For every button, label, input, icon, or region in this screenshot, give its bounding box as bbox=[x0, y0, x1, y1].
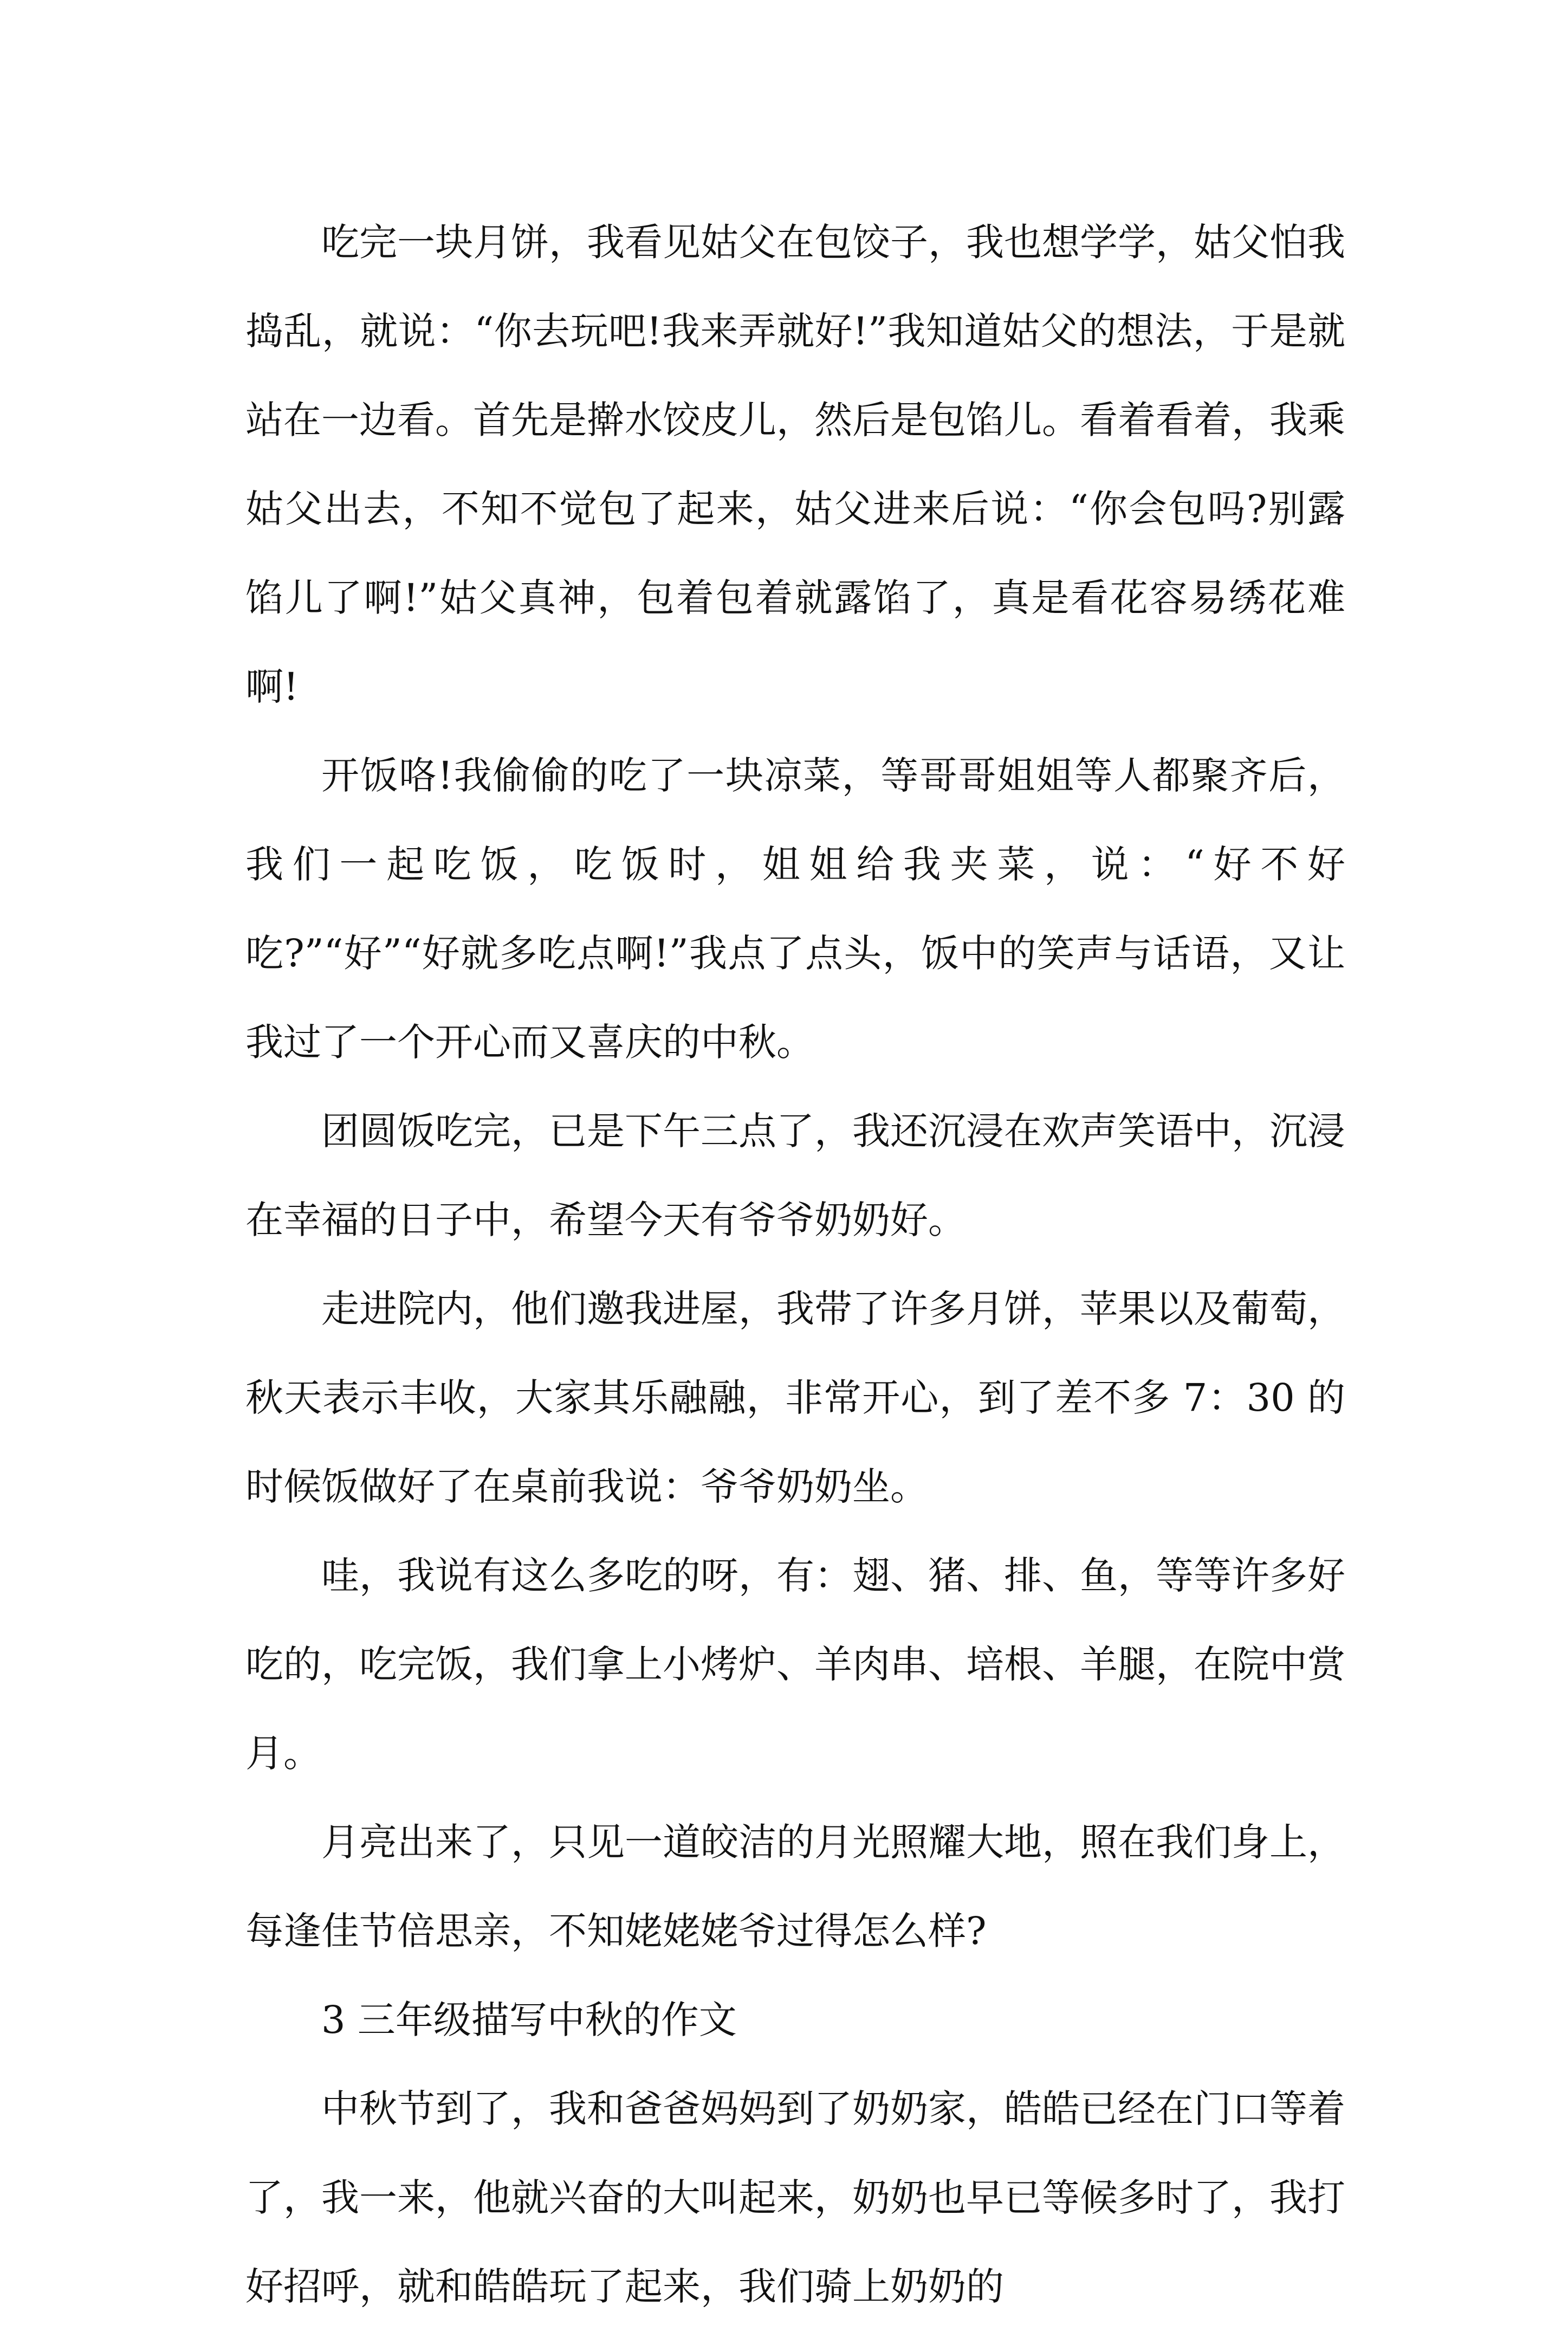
document-body bbox=[245, 198, 1345, 2331]
essay-heading: 3 三年级描写中秋的作文 bbox=[321, 1998, 737, 2042]
paragraph-reunion-meal: 团圆饭吃完，已是下午三点了，我还沉浸在欢声笑语中，沉浸在幸福的日子中，希望今天有爷爷奶奶好。 bbox=[245, 1109, 1345, 1242]
paragraph-dumplings: 吃完一块月饼，我看见姑父在包饺子，我也想学学，姑父怕我捣乱，就说：“你去玩吧!我来弄就好!”我知道姑父的想法，于是就站在一边看。首先是擀水饺皮儿，然后是包馅儿。看着看着，我乘姑父出去，不知不觉包了起来，姑父进来后说：“你会包吗?别露馅儿了啊!”姑父真神，包着包着就露馅了，真是看花容易绣花难啊! bbox=[245, 220, 1345, 709]
paragraph-dinner: 开饭咯!我偷偷的吃了一块凉菜，等哥哥姐姐等人都聚齐后，我们一起吃饭，吃饭时，姐姐给我夹菜，说：“好不好吃?”“好”“好就多吃点啊!”我点了点头，饭中的笑声与话语，又让我过了一个开心而又喜庆的中秋。 bbox=[245, 753, 1345, 1064]
paragraph-courtyard: 走进院内，他们邀我进屋，我带了许多月饼，苹果以及葡萄，秋天表示丰收，大家其乐融融，非常开心，到了差不多 7：30 的时候饭做好了在桌前我说：爷爷奶奶坐。 bbox=[245, 1287, 1345, 1509]
paragraph-food: 哇，我说有这么多吃的呀，有：翅、猪、排、鱼，等等许多好吃的，吃完饭，我们拿上小烤炉、羊肉串、培根、羊腿，在院中赏月。 bbox=[245, 1553, 1345, 1775]
paragraph-mid-autumn-visit: 中秋节到了，我和爸爸妈妈到了奶奶家，皓皓已经在门口等着了，我一来，他就兴奋的大叫起来，奶奶也早已等候多时了，我打好招呼，就和皓皓玩了起来，我们骑上奶奶的 bbox=[245, 2087, 1345, 2309]
paragraph-moon: 月亮出来了，只见一道皎洁的月光照耀大地，照在我们身上，每逢佳节倍思亲，不知姥姥姥爷过得怎么样? bbox=[245, 1820, 1345, 1953]
